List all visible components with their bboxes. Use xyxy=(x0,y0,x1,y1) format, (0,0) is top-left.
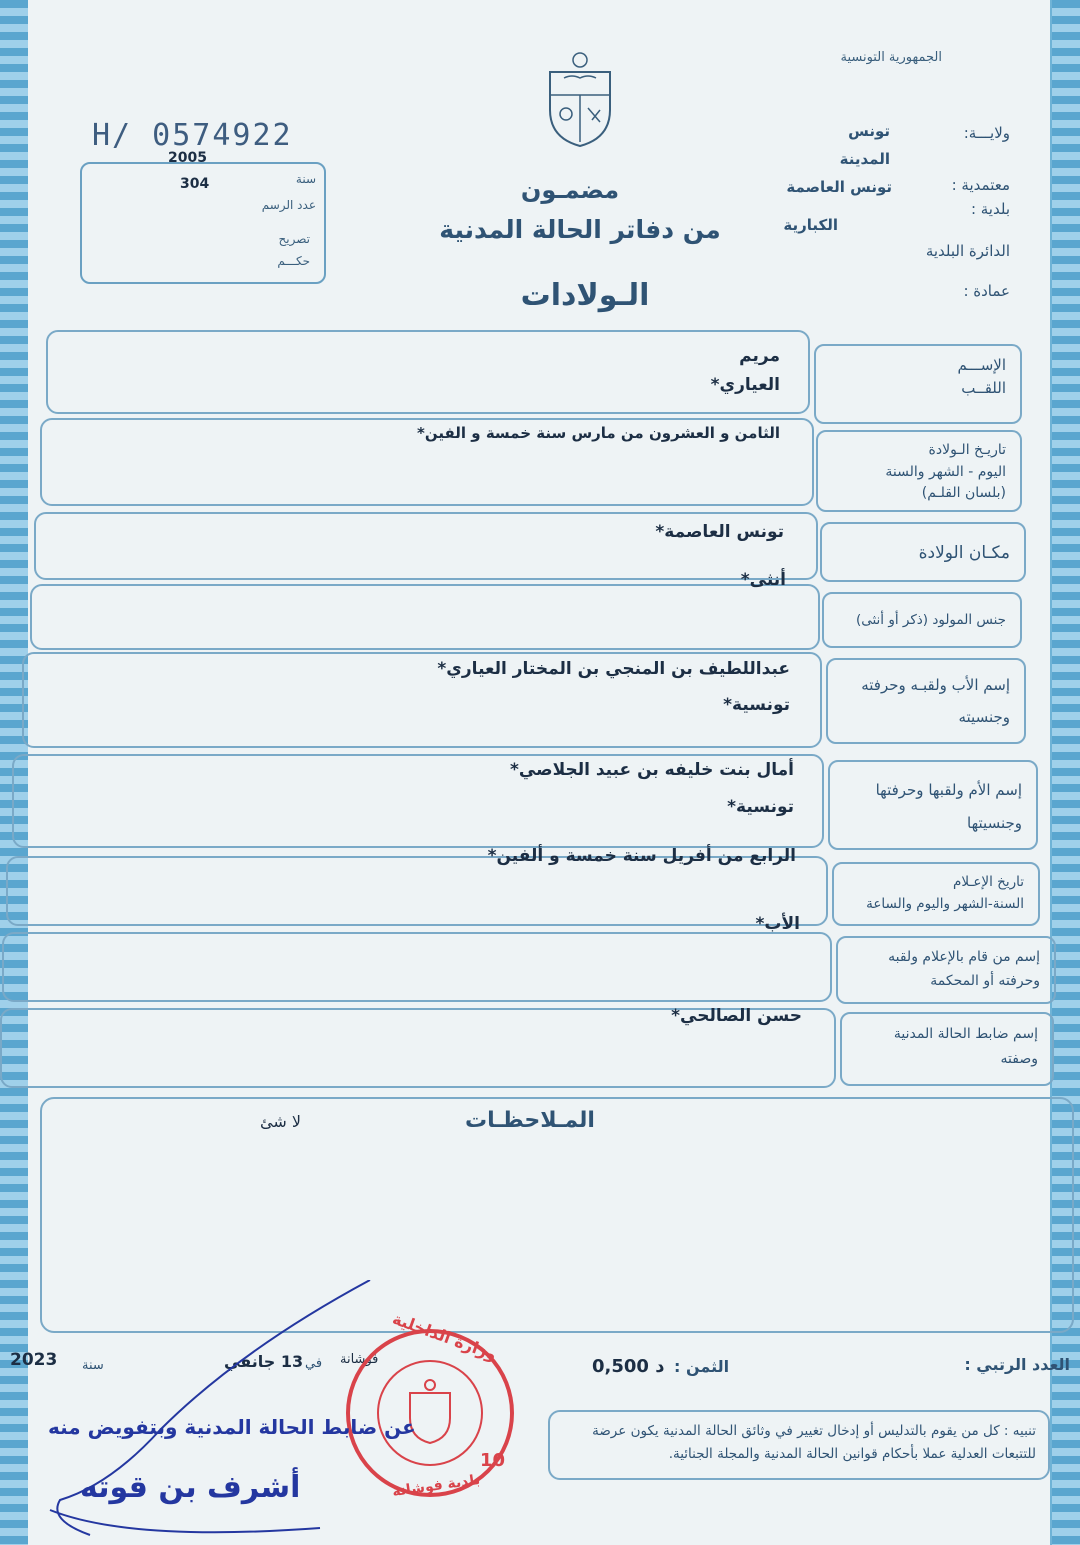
register-number-label: عدد الرسم xyxy=(261,198,316,212)
notes-title: المـلاحظـات xyxy=(465,1108,595,1133)
notes-value: لا شئ xyxy=(260,1112,301,1131)
serial-number: H/ 0574922 xyxy=(92,118,293,153)
declaration-label: تصريح xyxy=(278,232,310,246)
delegation-row xyxy=(786,176,1010,196)
row-declarant-value-box xyxy=(2,932,832,1002)
footer-price-label: الثمن : xyxy=(674,1357,730,1376)
row-mother-value: أمال بنت خليفه بن عبيد الجلاصي* تونسية* xyxy=(510,760,794,818)
row-declarant-value: الأب* xyxy=(755,914,800,934)
title-civil-registers: من دفاتر الحالة المدنية xyxy=(439,215,721,244)
judgment-label: حكـــم xyxy=(277,254,310,268)
row-officer-label-text: إسم ضابط الحالة المدنية وصفته xyxy=(893,1026,1038,1068)
title-births: الـولادات xyxy=(520,278,650,313)
footer-serial-label: العدد الرتبي : xyxy=(964,1355,1070,1374)
municipality-value: الكبارية xyxy=(783,216,838,234)
row-gender-label-text: جنس المولود (ذكر أو أنثى) xyxy=(855,612,1006,628)
row-declarant-label xyxy=(836,936,1056,1004)
row-gender-label xyxy=(822,592,1022,648)
row-mother-label-text: إسم الأم ولقبها وحرفتها وجنسيتها xyxy=(875,781,1022,832)
row-name-label-text: الإســـم اللقــب xyxy=(957,356,1006,398)
footer-year-value: 2023 xyxy=(10,1350,58,1370)
row-gender-value: أنثى* xyxy=(740,570,786,590)
register-year-value: 2005 xyxy=(168,150,207,166)
row-mother-label xyxy=(828,760,1038,850)
row-birthdate-value: الثامن و العشرون من مارس سنة خمسة و الفين* xyxy=(417,424,780,442)
footer-date-prefix: في xyxy=(305,1356,323,1371)
footer-place: فوشانة xyxy=(340,1352,379,1367)
row-name-label xyxy=(814,344,1022,424)
delegation-value: تونس العاصمة xyxy=(786,178,892,196)
seal-top-text: وزارة الداخلية xyxy=(390,1308,500,1365)
row-birthdate-label-text: تاريـخ الـولادة اليوم - الشهر والسنة (بلسان القلـم) xyxy=(885,442,1006,502)
row-name-value-box xyxy=(46,330,810,414)
seal-number: 10 xyxy=(480,1450,506,1471)
row-declaration-date-label xyxy=(832,862,1040,926)
row-declarant-label-text: إسم من قام بالإعلام ولقبه وحرفته أو المحكمة xyxy=(888,949,1040,989)
row-birthplace-label xyxy=(820,522,1026,582)
republic-title: الجمهورية التونسية xyxy=(840,50,942,65)
register-number-value: 304 xyxy=(180,176,210,192)
row-officer-label xyxy=(840,1012,1054,1086)
row-name-value: مريم العياري* xyxy=(710,346,780,395)
city-value: المدينة xyxy=(839,150,890,168)
footer-price-value: 0,500 د xyxy=(592,1356,665,1377)
row-declaration-date-value-box xyxy=(6,856,828,926)
footer-date-value: 13 جانفي xyxy=(224,1352,304,1371)
governorate-row xyxy=(839,122,1010,168)
row-father-label-text: إسم الأب ولقبـه وحرفته وجنسيته xyxy=(861,676,1010,726)
governorate-value: تونس xyxy=(848,122,890,140)
row-gender-value-box xyxy=(30,584,820,650)
register-box xyxy=(80,150,326,284)
row-father-value: عبداللطيف بن المنجي بن المختار العياري* تونسية* xyxy=(437,659,790,715)
coat-of-arms-icon xyxy=(540,50,620,150)
delegation-label: معتمدية : xyxy=(951,176,1010,194)
governorate-label: ولايـــة: xyxy=(963,124,1010,142)
seal-bottom-text: بلدية فوشانة xyxy=(391,1471,482,1501)
row-officer-value: حسن الصالحي* xyxy=(671,1006,802,1026)
row-father-label xyxy=(826,658,1026,744)
row-declaration-date-value: الرابع من أفريل سنة خمسة و ألفين* xyxy=(487,846,796,866)
signature-name: أشرف بن قوته xyxy=(80,1470,301,1505)
register-year-label: سنة xyxy=(295,172,316,186)
district-label: الدائرة البلدية xyxy=(925,242,1010,260)
omda-label: عمادة : xyxy=(963,282,1010,300)
row-birthplace-label-text: مكـان الولادة xyxy=(918,543,1010,563)
footer-year-label: سنة xyxy=(82,1358,104,1373)
signature-line: عن ضابط الحالة المدنية وبتفويض منه xyxy=(48,1415,416,1439)
row-birthplace-value: تونس العاصمة* xyxy=(655,522,784,542)
title-contents: مضمـون xyxy=(520,176,620,204)
legal-warning: تنبيه : كل من يقوم بالتدليس أو إدخال تغيير في وثائق الحالة المدنية يكون عرضة للتتبعات العدلية عملا بأحكام قوانين الحالة المدنية والمجلة الجنائية. xyxy=(548,1410,1050,1480)
municipality-label: بلدية : xyxy=(970,200,1010,218)
row-declaration-date-label-text: تاريخ الإعـلام السنة-الشهر واليوم والساعة xyxy=(866,874,1024,912)
municipality-row xyxy=(783,200,1010,234)
row-birthdate-label xyxy=(816,430,1022,512)
